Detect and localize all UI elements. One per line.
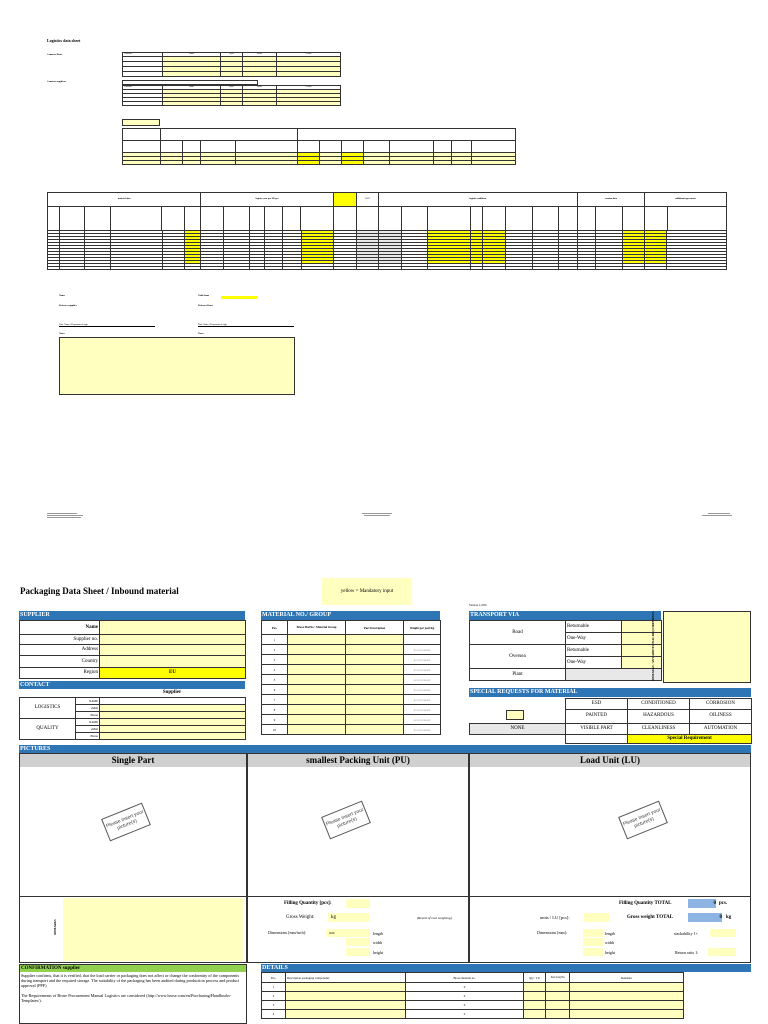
pu-result-note: (Result of real weighing) [417,916,452,920]
details-row: 3 0 [262,1001,746,1010]
sig-date-brose-label: Date Name (Department) sign [198,323,227,326]
picture-placeholder-pu[interactable]: Please insert your picture(s) [321,801,371,840]
contact-table: LOGISTICS NAME eMail Phone QUALITY NAME eMail Phone [19,697,246,740]
remarks-vertical-label: REMARKS / ANY ADDITIONAL REQUIREMENTS [651,611,655,681]
sig-notes-brose-label: Notes [198,332,204,335]
lu-units-field[interactable] [584,913,610,922]
sig-valid-from-label: Valid from [198,294,209,297]
lu-filling-total-label: Filling Quantity TOTAL [619,901,672,906]
lu-width-field[interactable] [583,938,603,946]
transport-table: Road Returnable One-Way Oversea Returnable One-Way Plant [469,620,662,681]
lu-gross-total-label: Gross weight TOTAL [627,915,674,920]
lu-ratio-label: Return ratio 1: [675,950,699,955]
supplier-no-field[interactable] [100,635,246,645]
supplier-name-field[interactable] [100,621,246,635]
sig-releaser-supplier-label: Releaser supplier [59,304,77,307]
material-row: 6 not processed [262,685,441,695]
pu-gross-label: Gross Weight: [286,915,315,920]
details-row: 1 0 [262,983,746,992]
details-row: 4 0 [262,1010,746,1019]
material-row: 4 not processed [262,665,441,675]
contact-supplier-col: Supplier [162,690,182,695]
pu-width-field[interactable] [346,938,370,946]
remarks-picture-box[interactable] [63,898,243,961]
details-header: DETAILS [261,964,751,972]
supplier-header: SUPPLIER [19,611,245,620]
material-row: 5 not processed [262,675,441,685]
confirmation-text2: The Requirements of Brose Procurement Manual Logistics are considered (http://www.brose.com/en/Purchasing/Handbooks-Templates/). [21,993,232,1003]
sig-date-supplier-label: Date Name (Department) sign [59,323,88,326]
valid-from-field[interactable] [221,296,257,299]
region-field[interactable]: EU [100,668,246,679]
lu-dims-label: Dimensions [mm]: [537,930,568,935]
material-row: 7 not processed [262,695,441,705]
confirmation-header: CONFIRMATION supplier [20,965,246,972]
confirmation-text: Supplier confirms, that it is verified, that the load carrier or packaging does not affect or change the conformity of the components during transport and the required storage. The suitability of the packaging has been audited during production process and product approval (PPF) [21,973,240,988]
lu-filling-unit: pcs. [719,901,728,906]
remarks-picture-label: REMARKS [53,919,57,935]
material-row: 2 not processed [262,645,441,655]
lu-height-label: height [605,950,615,955]
pu-dims-unit: mm [329,931,335,935]
mandatory-legend: yellow = Mandatory input [322,578,412,605]
contact-header: CONTACT [19,681,245,689]
lu-length-field[interactable] [583,929,603,937]
remarks-box[interactable] [663,611,751,683]
lu-title: Load Unit (LU) [470,754,750,767]
pictures-header: PICTURES [19,745,751,753]
single-part-title: Single Part [20,754,246,767]
page-footer-center [362,513,396,516]
notes-box[interactable] [59,337,295,395]
confirmation-panel [19,964,247,1024]
version-label: Version 1.0/00 [469,603,487,607]
page-footer-left [47,513,87,518]
supplier-contacts-table: Function Name Dept. Phone E-mail [122,85,341,106]
material-row: 8 not processed [262,705,441,715]
special-table: ESD CONDITIONED CORROSION PAINTED HAZARDOUS OILINESS NONE VISIBLE PART CLEANLINESS AUTOMATION Special Requirement [469,698,752,744]
lu-gross-unit: kg [726,915,732,920]
material-header: MATERIAL NO./ GROUP [261,611,440,620]
details-table: Pos. Description packaging components Brose material no. Qty / LU Tare in kg/lbs Remarks 1 0 2 0 3 0 4 0 [261,972,746,1019]
pu-filling-label: Filling Quantity [pcs]: [284,901,332,906]
lu-units-label: units / LU [pcs]: [540,915,570,920]
material-table: Pos. Brose MatNo / Material Group Part Description Weight per part/kg 1 2 not processed 3 not processed 4 not processed 5 not processed 6 not processed 7 not processed 8 not processed 9 not processed 10 not processed [261,620,441,735]
pu-height-label: height [373,950,383,955]
plant-data-table [122,128,516,165]
lu-stack-field[interactable] [710,929,736,937]
sig-name-label: Name [59,294,65,297]
lu-length-label: length [605,931,615,936]
pu-dims-label: Dimensions [mm/inch]: [268,930,307,935]
picture-placeholder-lu[interactable]: Please insert your picture(s) [618,801,668,840]
material-row: 9 not processed [262,715,441,725]
contacts-brose-label: Contacts Brose [47,53,63,56]
sig-notes-label: Notes [59,332,65,335]
contacts-suppliers-label: Contacts suppliers [47,80,66,83]
transport-header: TRANSPORT VIA [469,611,661,620]
picture-placeholder-single[interactable]: Please insert your picture(s) [101,803,151,842]
pu-gross-unit: kg [331,915,336,920]
lu-filling-total-value: 0 [688,899,716,908]
lu-ratio-field[interactable] [708,948,736,956]
material-row: 10 not processed [262,725,441,735]
details-row: 2 0 [262,992,746,1001]
inbound-title: Packaging Data Sheet / Inbound material [20,586,179,596]
pu-width-label: width [373,940,383,945]
sig-releaser-brose-label: Releaser Brose [198,304,214,307]
country-field[interactable] [100,656,246,668]
lu-stack-label: stackability 1+ [674,931,698,936]
pu-height-field[interactable] [346,948,370,956]
pu-title: smallest Packing Unit (PU) [248,754,468,767]
supplier-table: Name Supplier no. Address Country Region EU [19,620,246,679]
special-header: SPECIAL REQUESTS FOR MATERIAL [469,688,751,697]
material-row: 1 [262,635,441,645]
brose-contacts-table: Function Name Dept. Phone E-mail [122,52,341,77]
pu-filling-field[interactable] [346,899,370,908]
logistics-title: Logistics data sheet [47,38,81,43]
supplier-no-box[interactable] [122,119,160,126]
pu-length-label: length [373,931,383,936]
lu-width-label: width [605,940,615,945]
address-field[interactable] [100,645,246,656]
page-footer-right [700,513,732,516]
material-data-table: material data logistic costs per 100 pcs. EUR logistic conditions customs data additional agreements [47,192,727,231]
material-row: 3 not processed [262,655,441,665]
lu-height-field[interactable] [583,948,603,956]
lu-gross-total-value: 0 [688,913,722,922]
